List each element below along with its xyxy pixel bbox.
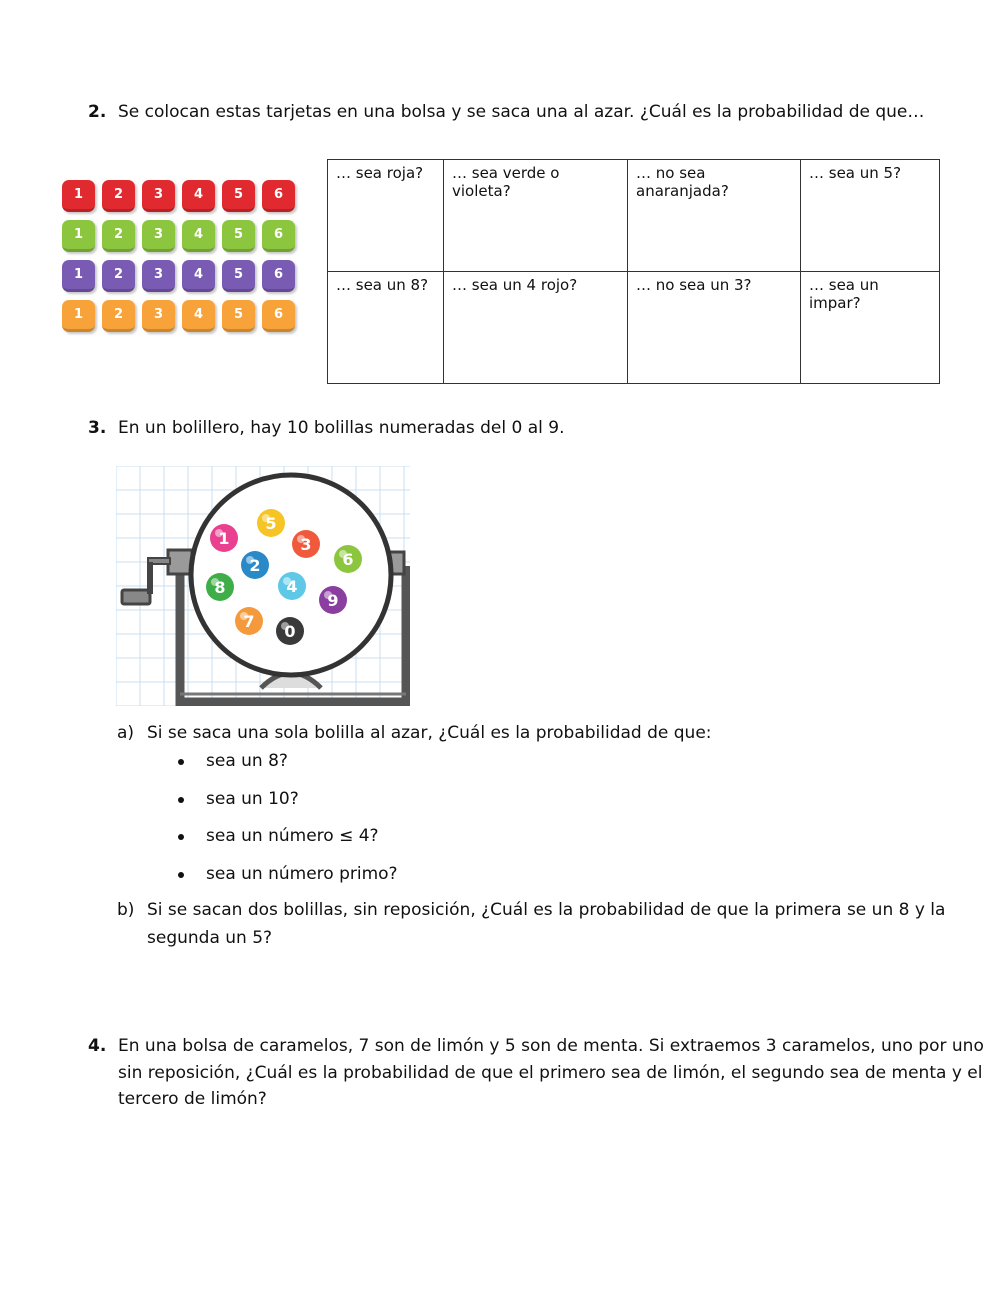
number-card: 2 — [102, 260, 135, 292]
number-card: 3 — [142, 300, 175, 332]
number-card: 5 — [222, 180, 255, 212]
question-2-text: Se colocan estas tarjetas en una bolsa y se saca una al azar. ¿Cuál es la probabilidad de que… — [118, 102, 925, 122]
number-card: 2 — [102, 180, 135, 212]
number-card: 1 — [62, 220, 95, 252]
number-card: 6 — [262, 260, 295, 292]
ball-label: 5 — [265, 514, 277, 533]
number-card: 1 — [62, 300, 95, 332]
number-card: 6 — [262, 300, 295, 332]
question-4-text-line2: sin reposición, ¿Cuál es la probabilidad de que el primero sea de limón, el segundo sea de menta y el — [118, 1063, 983, 1083]
table-row — [328, 272, 940, 384]
card-row — [62, 260, 308, 292]
number-card: 6 — [262, 220, 295, 252]
ball-label: 7 — [243, 612, 255, 631]
card-row — [62, 180, 308, 212]
ball — [276, 617, 304, 645]
question-4-header — [88, 1036, 106, 1056]
left-hub — [168, 550, 192, 574]
ball-label: 1 — [218, 529, 230, 548]
part-b-label: b) — [117, 900, 135, 920]
question-2-number: 2. — [88, 102, 107, 122]
number-card: 4 — [182, 180, 215, 212]
table-cell: … sea roja? — [328, 160, 444, 272]
number-card: 4 — [182, 220, 215, 252]
question-2-header — [88, 102, 106, 122]
crank-handle — [122, 590, 150, 604]
number-card: 3 — [142, 260, 175, 292]
part-a-label: a) — [117, 723, 135, 743]
card-row — [62, 220, 308, 252]
number-card: 1 — [62, 260, 95, 292]
card-set — [62, 180, 308, 346]
table-cell: … sea un 5? — [801, 160, 940, 272]
table-cell: … sea un 8? — [328, 272, 444, 384]
part-b-text-line1: Si se sacan dos bolillas, sin reposición, ¿Cuál es la probabilidad de que la primera se un 8 y la — [147, 900, 946, 920]
list-item: sea un 8? — [206, 750, 398, 788]
table-cell: … sea un impar? — [801, 272, 940, 384]
number-card: 4 — [182, 260, 215, 292]
ball-label: 8 — [214, 578, 226, 597]
probability-table — [327, 159, 940, 384]
bingo-cage-illustration — [116, 466, 410, 706]
ball — [278, 572, 306, 600]
ball-label: 9 — [327, 591, 339, 610]
number-card: 1 — [62, 180, 95, 212]
part-a-text: Si se saca una sola bolilla al azar, ¿Cuál es la probabilidad de que: — [147, 723, 712, 743]
ball — [206, 573, 234, 601]
ball-label: 3 — [300, 535, 312, 554]
list-item: sea un número ≤ 4? — [206, 825, 398, 863]
table-cell: … sea verde o violeta? — [444, 160, 628, 272]
question-4-text-line1: En una bolsa de caramelos, 7 son de limón y 5 son de menta. Si extraemos 3 caramelos, uno por uno — [118, 1036, 984, 1056]
ball-label: 6 — [342, 550, 354, 569]
ball — [210, 524, 238, 552]
number-card: 4 — [182, 300, 215, 332]
question-3-number: 3. — [88, 418, 107, 438]
list-item: sea un 10? — [206, 788, 398, 826]
card-row — [62, 300, 308, 332]
question-3-text: En un bolillero, hay 10 bolillas numeradas del 0 al 9. — [118, 418, 565, 438]
table-cell: … no sea un 3? — [628, 272, 801, 384]
number-card: 5 — [222, 260, 255, 292]
list-item: sea un número primo? — [206, 863, 398, 901]
table-cell: … no sea anaranjada? — [628, 160, 801, 272]
ball — [241, 551, 269, 579]
number-card: 5 — [222, 220, 255, 252]
number-card: 2 — [102, 300, 135, 332]
part-a-list — [206, 750, 398, 900]
question-3-header — [88, 418, 106, 438]
number-card: 6 — [262, 180, 295, 212]
ball — [334, 545, 362, 573]
table-row — [328, 160, 940, 272]
ball — [319, 586, 347, 614]
ball-label: 2 — [249, 556, 261, 575]
ball — [235, 607, 263, 635]
ball-label: 0 — [284, 622, 296, 641]
number-card: 3 — [142, 180, 175, 212]
question-4-text-line3: tercero de limón? — [118, 1089, 267, 1109]
part-b-text-line2: segunda un 5? — [147, 928, 273, 948]
number-card: 3 — [142, 220, 175, 252]
number-card: 5 — [222, 300, 255, 332]
number-card: 2 — [102, 220, 135, 252]
ball — [257, 509, 285, 537]
ball-label: 4 — [286, 577, 298, 596]
table-cell: … sea un 4 rojo? — [444, 272, 628, 384]
ball — [292, 530, 320, 558]
question-4-number: 4. — [88, 1036, 107, 1056]
